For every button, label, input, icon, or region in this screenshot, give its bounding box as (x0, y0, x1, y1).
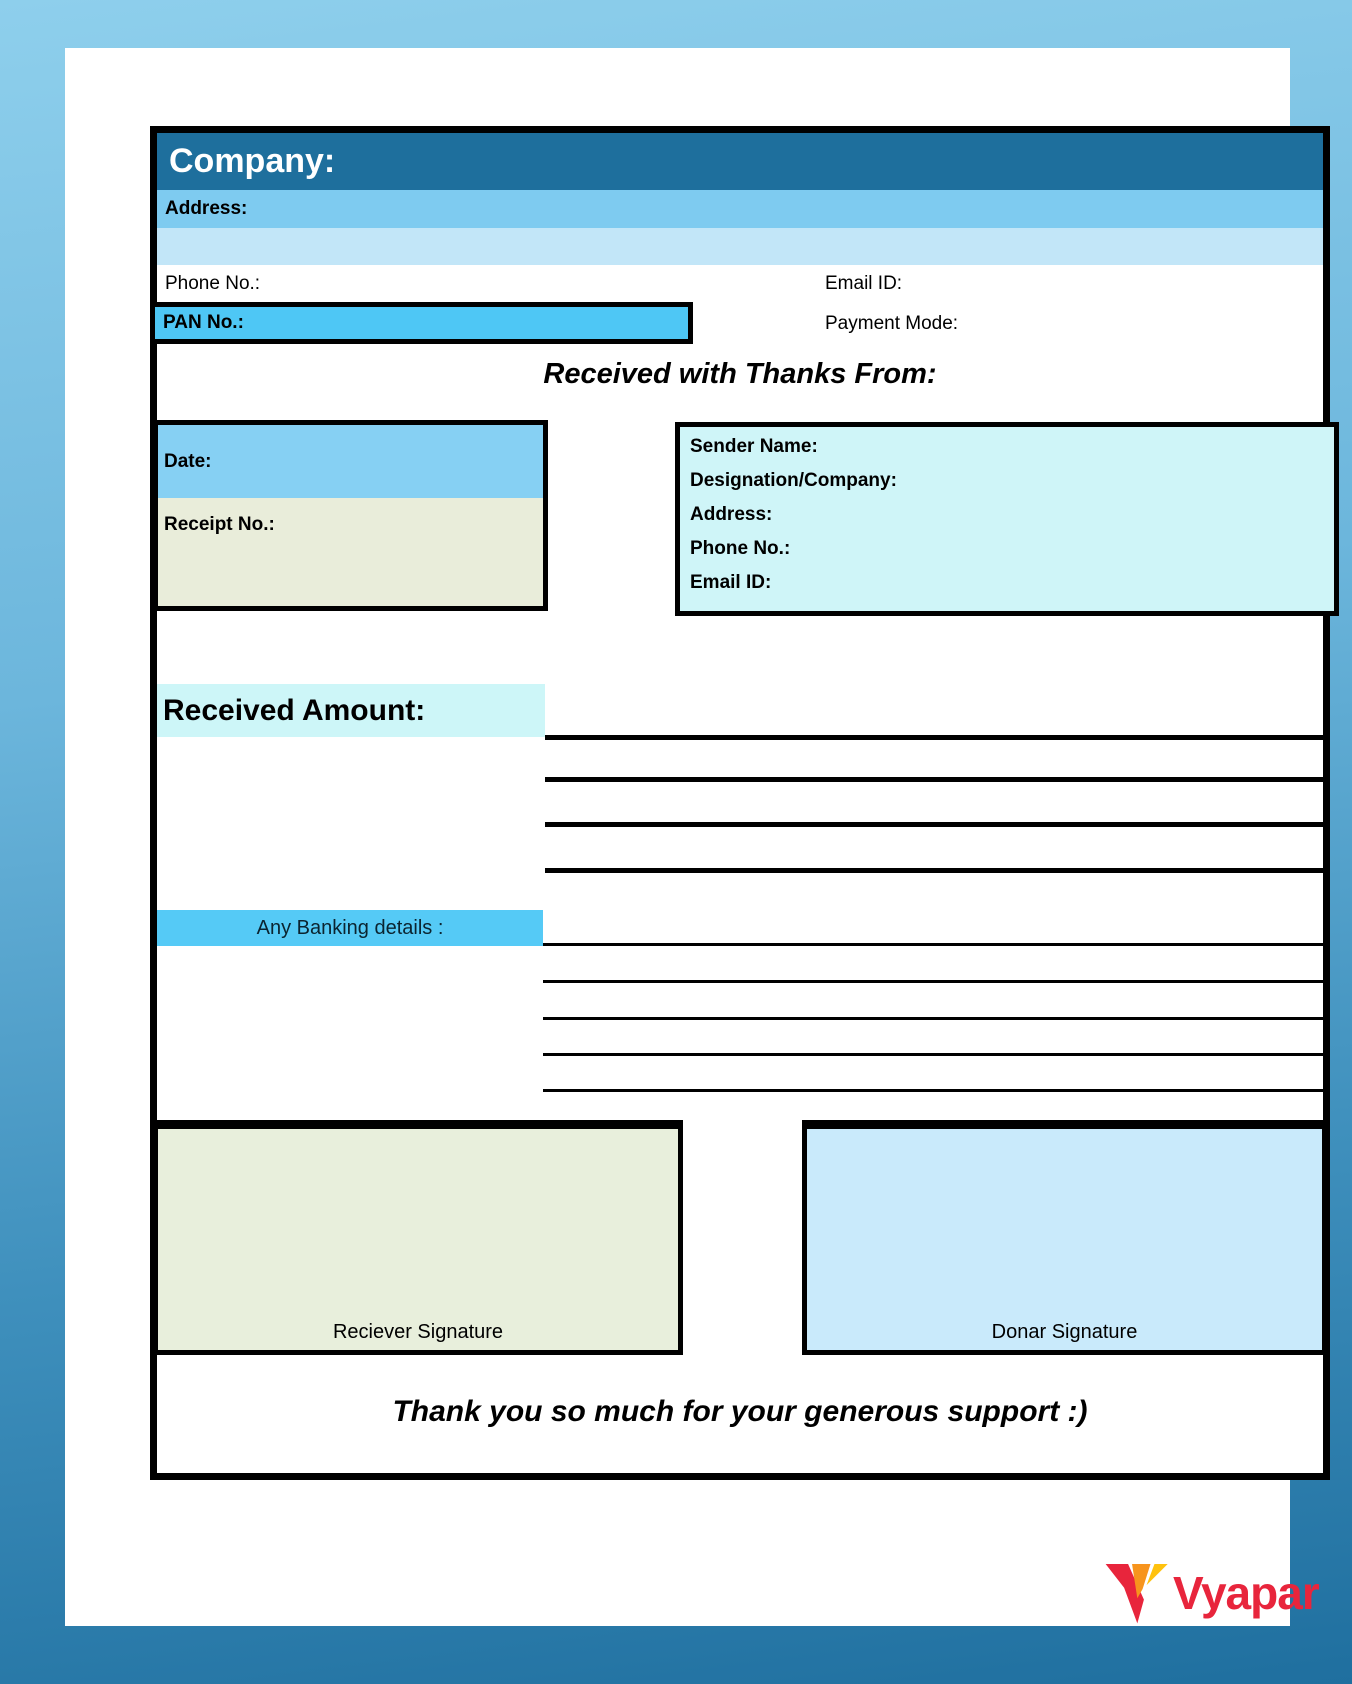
company-label: Company: (169, 142, 336, 180)
banking-details-label: Any Banking details : (157, 910, 543, 946)
date-receipt-box (153, 420, 548, 611)
phone-label: Phone No.: (165, 273, 261, 294)
banking-ruled-line (543, 980, 1323, 983)
payment-mode-label: Payment Mode: (825, 313, 959, 334)
receiver-signature-box (153, 1120, 683, 1355)
banking-ruled-line (543, 1017, 1323, 1020)
phone-email-row (157, 265, 1323, 303)
banking-ruled-line (543, 1053, 1323, 1056)
company-header-bar (157, 133, 1323, 190)
sender-address-label: Address: (690, 504, 773, 525)
received-amount-label: Received Amount: (157, 684, 545, 737)
date-field (158, 425, 543, 498)
date-label: Date: (164, 450, 212, 472)
banking-ruled-line (543, 1089, 1323, 1092)
banking-ruled-line (543, 943, 1323, 946)
received-from-heading: Received with Thanks From: (543, 358, 937, 390)
sender-designation-label: Designation/Company: (690, 470, 897, 491)
sender-email-label: Email ID: (690, 572, 772, 593)
address-row (157, 190, 1323, 228)
vyapar-logo-icon (1101, 1560, 1171, 1626)
amount-ruled-line (545, 868, 1323, 873)
sender-details-box (675, 422, 1339, 616)
receipt-page (65, 48, 1319, 1626)
amount-ruled-line (545, 777, 1323, 782)
sender-name-label: Sender Name: (690, 436, 818, 457)
receiver-signature-label: Reciever Signature (332, 1321, 504, 1343)
donor-signature-box (802, 1120, 1327, 1355)
address-row-blank (157, 228, 1323, 265)
receipt-no-field (158, 498, 543, 606)
vyapar-logo-text: Vyapar (1173, 1567, 1319, 1619)
donation-receipt-form (150, 126, 1330, 1480)
receipt-no-label: Receipt No.: (164, 514, 275, 535)
vyapar-logo (1101, 1560, 1319, 1626)
thank-you-message: Thank you so much for your generous support :) (392, 1395, 1088, 1428)
amount-ruled-line (545, 735, 1323, 740)
sender-phone-label: Phone No.: (690, 538, 791, 559)
pan-label: PAN No.: (163, 312, 244, 333)
donor-signature-label: Donar Signature (991, 1321, 1138, 1343)
address-label: Address: (165, 198, 248, 219)
pan-number-box (150, 302, 693, 344)
email-label: Email ID: (825, 273, 903, 294)
amount-ruled-line (545, 822, 1323, 827)
